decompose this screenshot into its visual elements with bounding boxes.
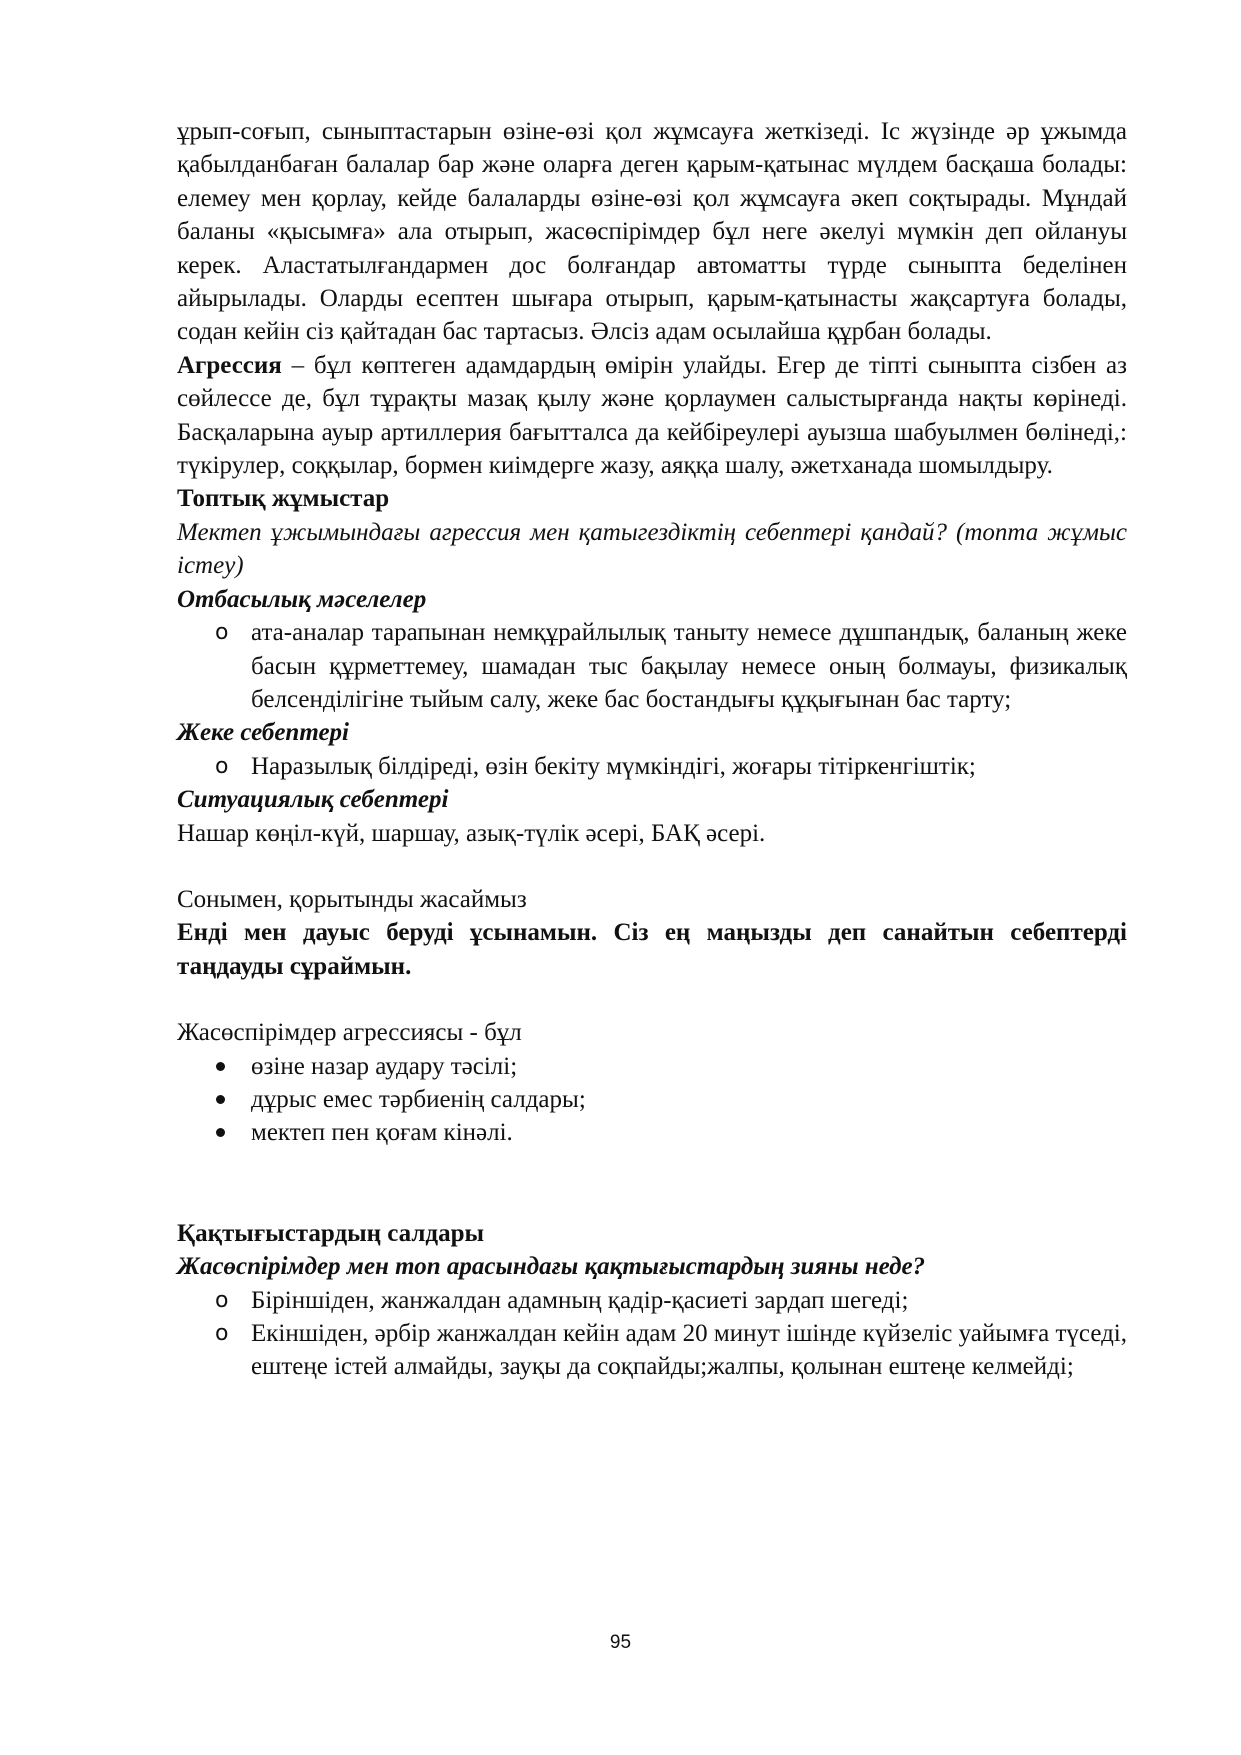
aggression-term: Агрессия bbox=[177, 351, 282, 379]
list-item: o ата-аналар тарапынан немқұрайлылық таныту немесе дұшпандық, баланың жеке басын құрметтемеу, шамадан тыс бақылау немесе оның болмауы, физикалық белсенділігіне тыйым салу, жеке бас бостандығы құқығынан бас тарту; bbox=[177, 616, 1127, 716]
consequences-list bbox=[177, 1284, 1127, 1384]
disc-bullet-icon bbox=[216, 1095, 225, 1104]
list-item: дұрыс емес тәрбиенің салдары; bbox=[177, 1083, 1127, 1116]
circle-bullet-icon: o bbox=[215, 1321, 229, 1346]
situational-text: Нашар көңіл-күй, шаршау, азық-түлік әсері, БАҚ әсері. bbox=[177, 819, 766, 847]
circle-bullet-icon: o bbox=[215, 1287, 229, 1313]
list-item: o Біріншіден, жанжалдан адамның қадір-қасиеті зардап шегеді; bbox=[177, 1284, 1127, 1317]
consequences-question: Жасөспірімдер мен топ арасындағы қақтығыстардың зияны неде? bbox=[177, 1253, 926, 1281]
family-heading: Отбасылық мәселелер bbox=[177, 585, 427, 613]
conclusion-intro: Сонымен, қорытынды жасаймыз bbox=[177, 885, 527, 913]
circle-bullet-icon: o bbox=[215, 753, 229, 779]
disc-bullet-icon bbox=[216, 1128, 225, 1137]
disc-bullet-icon bbox=[216, 1062, 225, 1071]
teen-aggression-lead: Жасөспірімдер агрессиясы - бұл bbox=[177, 1019, 522, 1047]
consequences-heading: Қақтығыстардың салдары bbox=[177, 1219, 484, 1247]
paragraph-1: ұрып-соғып, сыныптастарын өзіне-өзі қол жұмсауға жеткізеді. Іс жүзінде әр ұжымда қабылданбаған балалар бар және оларға деген қарым-қатынас мүлдем басқаша болады: елемеу мен қорлау, кейде балаларды өзіне-өзі қол жұмсауға әкеп соқтырады. Мұндай баланы «қысымға» ала отырып, жасөспірімдер бұл неге әкелуі мүмкін деп ойлануы керек. Аластатылғандармен дос болғандар автоматты түрде сыныпта беделінен айырылады. Оларды есептен шығара отырып, қарым-қатынасты жақсартуға болады, содан кейін сіз қайтадан бас тартасыз. Әлсіз адам осылайша құрбан болады. bbox=[177, 118, 1127, 346]
group-work-question: Мектеп ұжымындағы агрессия мен қатыгездіктің себептері қандай? (топта жұмыс істеу) bbox=[177, 518, 1127, 580]
conclusion-bold: Енді мен дауыс беруді ұсынамын. Сіз ең маңызды деп санайтын себептерді таңдауды сұраймын. bbox=[177, 919, 1127, 980]
list-item: o Екіншіден, әрбір жанжалдан кейін адам 20 минут ішінде күйзеліс уайымға түседі, ештеңе істей алмайды, зауқы да соқпайды;жалпы, қолынан ештеңе келмейді; bbox=[177, 1317, 1127, 1384]
page-number: 95 bbox=[609, 1632, 632, 1653]
aggression-paragraph bbox=[177, 349, 1127, 483]
circle-bullet-icon: o bbox=[215, 620, 229, 646]
aggression-text: – бұл көптеген адамдардың өмірін улайды. Егер де тіпті сыныпта сізбен аз сөйлессе де, бұл тұрақты мазақ қылу және қорлаумен салыстырғанда нақты көрінеді. Басқаларына ауыр артиллерия бағытталса да кейбіреулері ауызша шабуылмен бөлінеді,: түкірулер, соққылар, бормен киімдерге жазу, аяққа шалу, әжетханада шомылдыру. bbox=[177, 351, 1127, 480]
personal-list bbox=[177, 750, 1127, 783]
situational-heading: Ситуациялық себептері bbox=[177, 786, 449, 814]
list-item: o Наразылық білдіреді, өзін бекіту мүмкіндігі, жоғары тітіркенгіштік; bbox=[177, 750, 1127, 783]
page-content bbox=[177, 115, 1127, 1384]
group-work-heading: Топтық жұмыстар bbox=[177, 485, 390, 513]
teen-aggression-list bbox=[177, 1050, 1127, 1150]
list-item: мектеп пен қоғам кінәлі. bbox=[177, 1116, 1127, 1149]
list-item: өзіне назар аудару тәсілі; bbox=[177, 1050, 1127, 1083]
family-list bbox=[177, 616, 1127, 716]
personal-heading: Жеке себептері bbox=[177, 719, 349, 747]
